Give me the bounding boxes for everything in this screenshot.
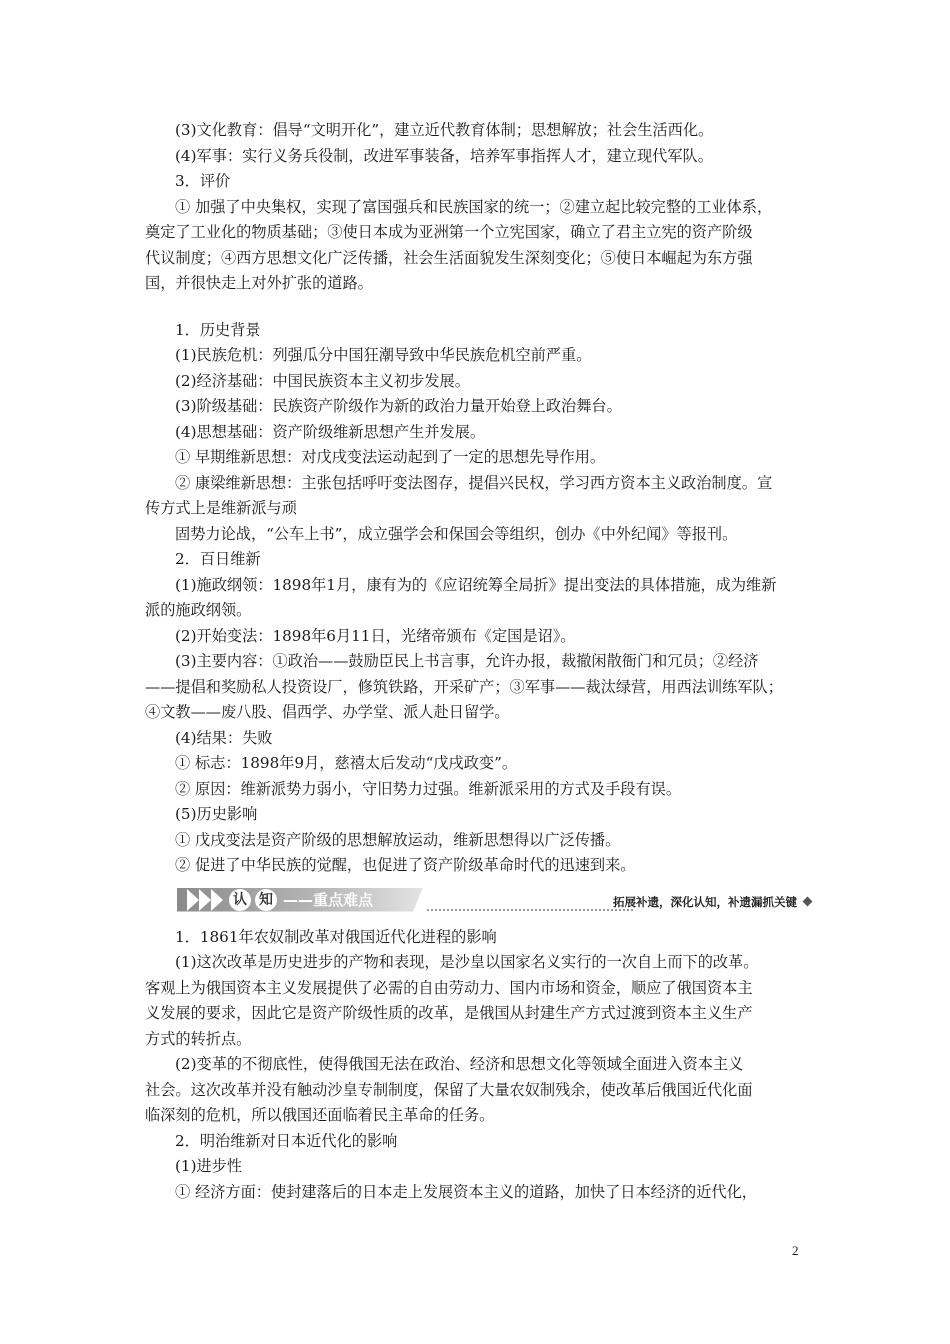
text-line: (4)思想基础：资产阶级维新思想产生并发展。 [175,422,486,441]
text-line: 客观上为俄国资本主义发展提供了必需的自由劳动力、国内市场和资金，顺应了俄国资本主 [145,978,753,997]
text-line: ——提倡和奖励私人投资设厂，修筑铁路，开采矿产；③军事——裁汰绿营，用西法训练军队； [145,677,783,696]
text-line: (1)民族危机：列强瓜分中国狂潮导致中华民族危机空前严重。 [175,346,592,364]
text-line: 3．评价 [175,172,231,190]
text-line: 方式的转折点。 [145,1029,252,1048]
text-line: (2)变革的不彻底性，使得俄国无法在政治、经济和思想文化等领域全面进入资本主义 [175,1055,744,1073]
text-line: (3)主要内容：①政治——鼓励臣民上书言事，允许办报，裁撤闲散衙门和冗员；②经济 [175,652,759,670]
section-key-points [145,925,805,1206]
text-line: 1．1861年农奴制改革对俄国近代化进程的影响 [175,927,497,946]
page-number: 2 [792,1243,799,1258]
text-line: (2)开始变法：1898年6月11日，光绪帝颁布《定国是诏》。 [175,626,576,645]
text-line: (3)阶级基础：民族资产阶级作为新的政治力量开始登上政治舞台。 [175,397,622,415]
section-banner [177,885,811,917]
text-line: ② 康梁维新思想：主张包括呼吁变法图存，提倡兴民权，学习西方资本主义政治制度。宣 [175,473,773,492]
text-line: 固势力论战，“公车上书”，成立强学会和保国会等组织，创办《中外纪闻》等报刊。 [175,524,738,543]
text-line: 奠定了工业化的物质基础；③使日本成为亚洲第一个立宪国家，确立了君主立宪的资产阶级 [145,223,753,241]
text-line: 代议制度；④西方思想文化广泛传播，社会生活面貌发生深刻变化；⑤使日本崛起为东方强 [145,248,753,267]
banner-slogan: 拓展补遗，深化认知，补遗漏抓关键 [613,894,797,909]
text-line: ② 原因：维新派势力弱小，守旧势力过强。维新派采用的方式及手段有误。 [175,779,682,798]
chevron-right-icon [199,889,211,911]
text-line: 2．百日维新 [175,550,261,568]
text-line: (1)施政纲领：1898年1月，康有为的《应诏统筹全局折》提出变法的具体措施，成为维新 [175,575,777,594]
text-line: (2)经济基础：中国民族资本主义初步发展。 [175,371,470,390]
text-line: (3)文化教育：倡导“文明开化”，建立近代教育体制；思想解放；社会生活西化。 [175,121,714,139]
section-wuxu-reform [145,318,805,879]
text-line: 传方式上是维新派与顽 [145,499,297,517]
page-body [145,118,805,1205]
text-line: 义发展的要求，因此它是资产阶级性质的改革，是俄国从封建生产方式过渡到资本主义生产 [145,1004,753,1022]
text-line: ② 促进了中华民族的觉醒，也促进了资产阶级革命时代的迅速到来。 [175,856,636,874]
section-japan-reform [145,118,805,297]
text-line: 派的施政纲领。 [145,601,252,619]
text-line: ① 标志：1898年9月，慈禧太后发动“戊戌政变”。 [175,754,518,772]
text-line: 社会。这次改革并没有触动沙皇专制制度，保留了大量农奴制残余，使改革后俄国近代化面 [145,1080,753,1099]
text-line: ① 经济方面：使封建落后的日本走上发展资本主义的道路，加快了日本经济的近代化， [175,1182,757,1201]
text-line: (4)军事：实行义务兵役制，改进军事装备，培养军事指挥人才，建立现代军队。 [175,146,713,165]
banner-title: ——重点难点 [283,890,374,909]
banner-char-badge: 认 [229,889,251,911]
text-line: (1)进步性 [175,1157,243,1175]
text-line: 1．历史背景 [175,320,261,339]
chevron-right-icon [187,889,199,911]
text-line: ① 早期维新思想：对戊戌变法运动起到了一定的思想先导作用。 [175,448,606,466]
text-line: 2．明治维新对日本近代化的影响 [175,1131,398,1150]
text-line: ① 加强了中央集权，实现了富国强兵和民族国家的统一；②建立起比较完整的工业体系， [175,197,773,216]
text-line: (4)结果：失败 [175,728,273,747]
text-line: (1)这次改革是历史进步的产物和表现，是沙皇以国家名义实行的一次自上而下的改革。 [175,953,759,971]
chevron-right-icon [211,889,223,911]
text-line: (5)历史影响 [175,805,258,823]
text-line: 临深刻的危机，所以俄国还面临着民主革命的任务。 [145,1106,495,1124]
diamond-icon [803,896,813,906]
text-line: ④文教——废八股、倡西学、办学堂、派人赴日留学。 [145,703,510,721]
text-line: ① 戊戌变法是资产阶级的思想解放运动，维新思想得以广泛传播。 [175,830,621,849]
dotted-divider [427,909,633,911]
text-line: 国，并很快走上对外扩张的道路。 [145,274,373,292]
banner-char-badge: 知 [255,889,277,911]
